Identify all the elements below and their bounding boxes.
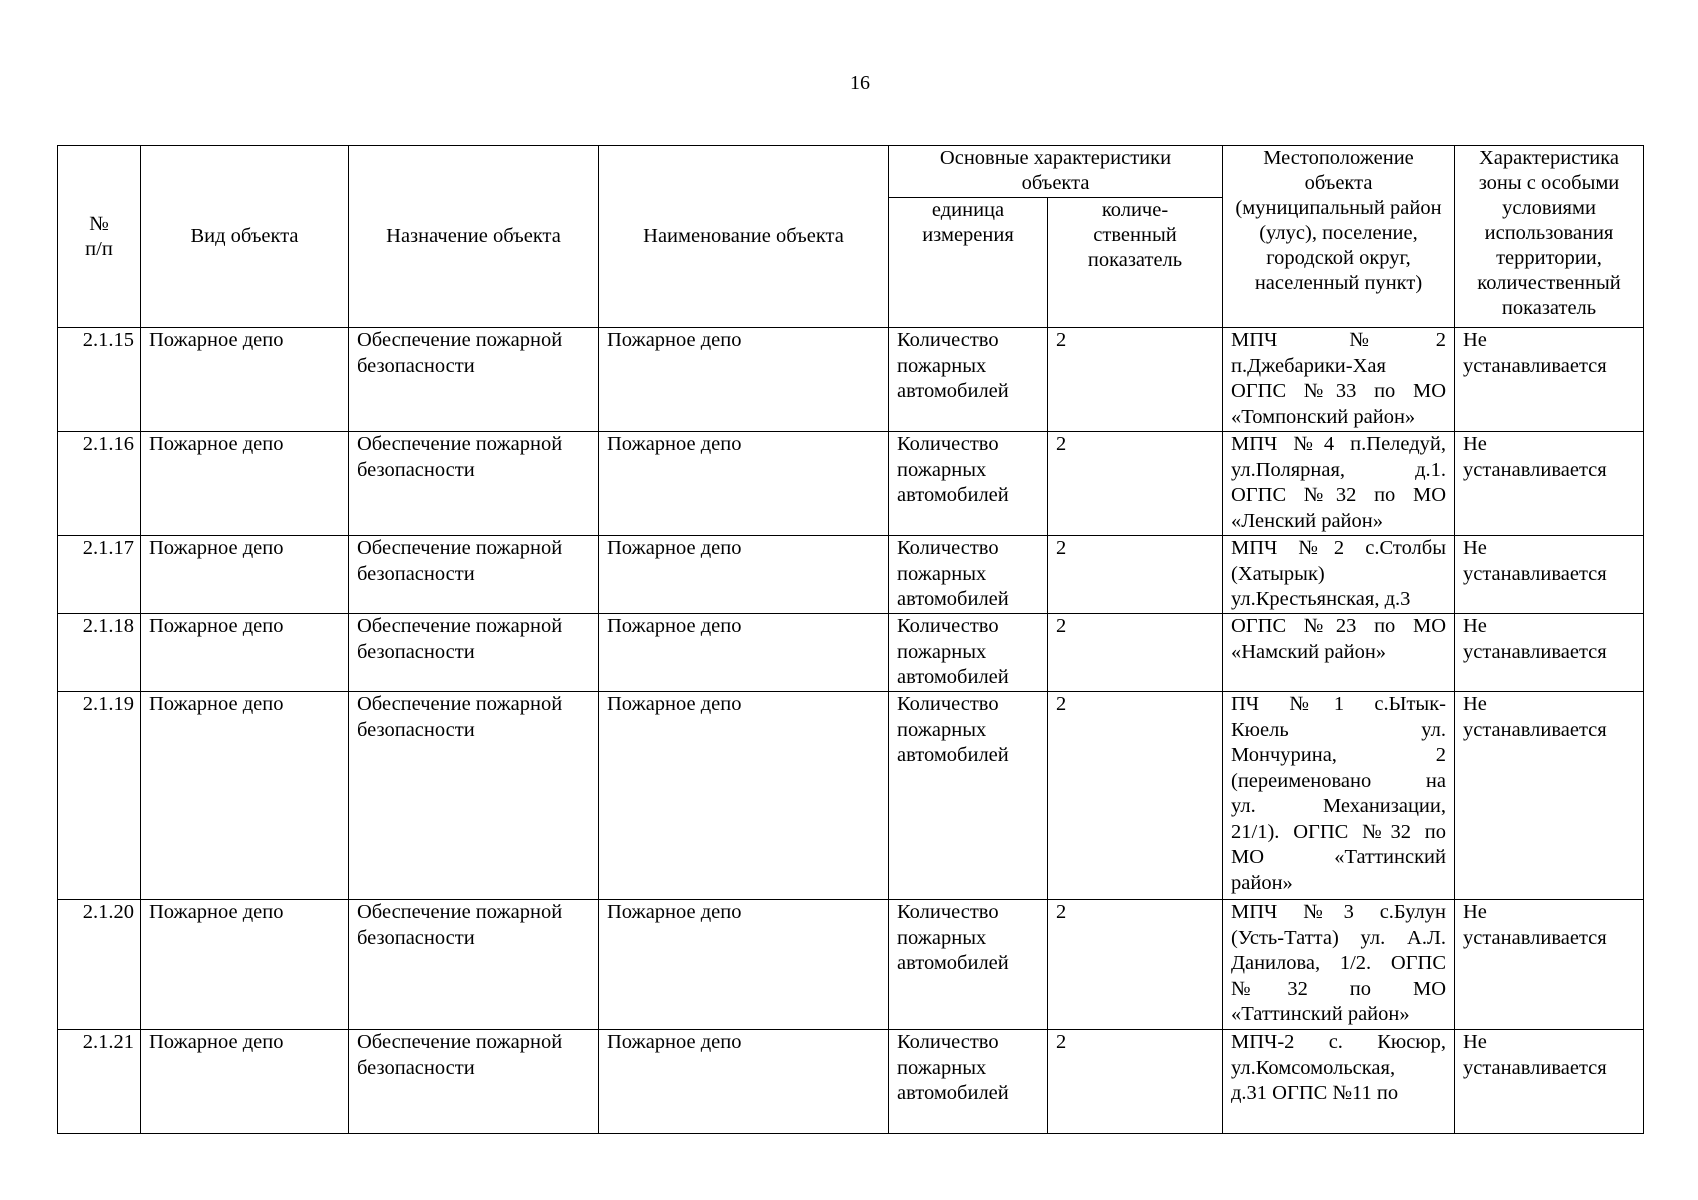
object-location (1223, 692, 1455, 900)
object-type: Пожарное депо (141, 432, 349, 536)
header-unit: единица измерения (889, 198, 1048, 328)
header-row-top (58, 146, 1644, 198)
table-row (58, 692, 1644, 900)
quantity-value: 2 (1048, 614, 1223, 692)
location-line: «Намский район» (1231, 640, 1387, 663)
zone-characteristic: Не устанавливается (1455, 432, 1644, 536)
table-body (58, 328, 1644, 1134)
row-number: 2.1.16 (58, 432, 141, 536)
zone-characteristic: Не устанавливается (1455, 536, 1644, 614)
header-name: Наименование объекта (599, 146, 889, 328)
location-line: №32 по МО (1231, 977, 1446, 1000)
location-line: МПЧ №2 с.Столбы (1231, 537, 1446, 559)
measure-unit: Количество пожарных автомобилей (889, 536, 1048, 614)
object-purpose: Обеспечение пожарной безопасности (349, 900, 599, 1030)
table-row (58, 1030, 1644, 1134)
location-line: ОГПС №23 по МО (1231, 615, 1446, 637)
location-line: ПЧ №1 с.Ытык- (1231, 693, 1446, 715)
object-name: Пожарное депо (599, 900, 889, 1030)
measure-unit: Количество пожарных автомобилей (889, 328, 1048, 432)
object-type: Пожарное депо (141, 614, 349, 692)
table-row (58, 614, 1644, 692)
location-line: МПЧ №4 п.Пеледуй, (1231, 433, 1446, 455)
location-line: район» (1231, 871, 1293, 894)
quantity-value: 2 (1048, 1030, 1223, 1134)
quantity-value: 2 (1048, 328, 1223, 432)
object-name: Пожарное депо (599, 692, 889, 900)
location-line: «Таттинский район» (1231, 1003, 1410, 1025)
object-name: Пожарное депо (599, 614, 889, 692)
header-purpose: Назначение объекта (349, 146, 599, 328)
object-purpose: Обеспечение пожарной безопасности (349, 1030, 599, 1134)
location-line: 21/1). ОГПС №32 по (1231, 820, 1446, 843)
location-line: (Хатырык) (1231, 562, 1325, 585)
location-line: «Томпонский район» (1231, 405, 1416, 428)
header-num: № п/п (58, 146, 141, 328)
table-row (58, 900, 1644, 1030)
measure-unit: Количество пожарных автомобилей (889, 900, 1048, 1030)
quantity-value: 2 (1048, 536, 1223, 614)
object-name: Пожарное депо (599, 328, 889, 432)
location-line: п.Джебарики-Хая (1231, 354, 1386, 377)
location-line: ул.Полярная, д.1. (1231, 458, 1446, 481)
header-quantity: количе- ственный показатель (1048, 198, 1223, 328)
object-location (1223, 536, 1455, 614)
location-line: ул.Крестьянская, д.3 (1231, 588, 1411, 610)
object-type: Пожарное депо (141, 692, 349, 900)
object-purpose: Обеспечение пожарной безопасности (349, 328, 599, 432)
header-characteristics: Основные характеристики объекта (889, 146, 1223, 198)
quantity-value: 2 (1048, 692, 1223, 900)
header-location: Местоположение объекта (муниципальный район (улус), поселение, городской округ, населенный пункт) (1223, 146, 1455, 328)
location-line: МО «Таттинский (1231, 846, 1446, 868)
zone-characteristic: Не устанавливается (1455, 1030, 1644, 1134)
object-location (1223, 432, 1455, 536)
row-number: 2.1.20 (58, 900, 141, 1030)
object-type: Пожарное депо (141, 1030, 349, 1134)
location-line: МПЧ №2 (1231, 329, 1446, 351)
object-location (1223, 614, 1455, 692)
row-number: 2.1.15 (58, 328, 141, 432)
object-location (1223, 900, 1455, 1030)
object-name: Пожарное депо (599, 432, 889, 536)
object-purpose: Обеспечение пожарной безопасности (349, 614, 599, 692)
table-row (58, 536, 1644, 614)
measure-unit: Количество пожарных автомобилей (889, 614, 1048, 692)
row-number: 2.1.18 (58, 614, 141, 692)
location-line: «Ленский район» (1231, 509, 1383, 532)
object-purpose: Обеспечение пожарной безопасности (349, 432, 599, 536)
location-line: Мончурина, 2 (1231, 744, 1446, 766)
measure-unit: Количество пожарных автомобилей (889, 432, 1048, 536)
zone-characteristic: Не устанавливается (1455, 614, 1644, 692)
zone-characteristic: Не устанавливается (1455, 900, 1644, 1030)
object-type: Пожарное депо (141, 328, 349, 432)
header-type: Вид объекта (141, 146, 349, 328)
measure-unit: Количество пожарных автомобилей (889, 1030, 1048, 1134)
zone-characteristic: Не устанавливается (1455, 692, 1644, 900)
table-row (58, 432, 1644, 536)
location-line: (переименовано на (1231, 769, 1446, 792)
location-line: д.31 ОГПС №11 по (1231, 1082, 1399, 1104)
header-zone: Характеристика зоны с особыми условиями использования территории, количественный показатель (1455, 146, 1644, 328)
object-purpose: Обеспечение пожарной безопасности (349, 692, 599, 900)
object-type: Пожарное депо (141, 900, 349, 1030)
object-location (1223, 328, 1455, 432)
location-line: Данилова, 1/2. ОГПС (1231, 952, 1446, 974)
object-purpose: Обеспечение пожарной безопасности (349, 536, 599, 614)
table-row (58, 328, 1644, 432)
location-line: ул.Комсомольская, (1231, 1056, 1396, 1079)
location-line: ОГПС №32 по МО (1231, 484, 1446, 506)
quantity-value: 2 (1048, 900, 1223, 1030)
object-type: Пожарное депо (141, 536, 349, 614)
row-number: 2.1.21 (58, 1030, 141, 1134)
object-name: Пожарное депо (599, 536, 889, 614)
location-line: ОГПС №33 по МО (1231, 380, 1446, 402)
object-location (1223, 1030, 1455, 1134)
location-line: ул. Механизации, (1231, 795, 1446, 817)
table-header (58, 146, 1644, 328)
object-name: Пожарное депо (599, 1030, 889, 1134)
location-line: МПЧ-2 с. Кюсюр, (1231, 1031, 1446, 1053)
location-line: МПЧ №3 с.Булун (1231, 901, 1446, 923)
zone-characteristic: Не устанавливается (1455, 328, 1644, 432)
row-number: 2.1.19 (58, 692, 141, 900)
quantity-value: 2 (1048, 432, 1223, 536)
page-number: 16 (850, 72, 870, 94)
location-line: (Усть-Татта) ул. А.Л. (1231, 926, 1446, 949)
objects-table (57, 145, 1644, 1134)
row-number: 2.1.17 (58, 536, 141, 614)
location-line: Кюель ул. (1231, 718, 1446, 741)
measure-unit: Количество пожарных автомобилей (889, 692, 1048, 900)
